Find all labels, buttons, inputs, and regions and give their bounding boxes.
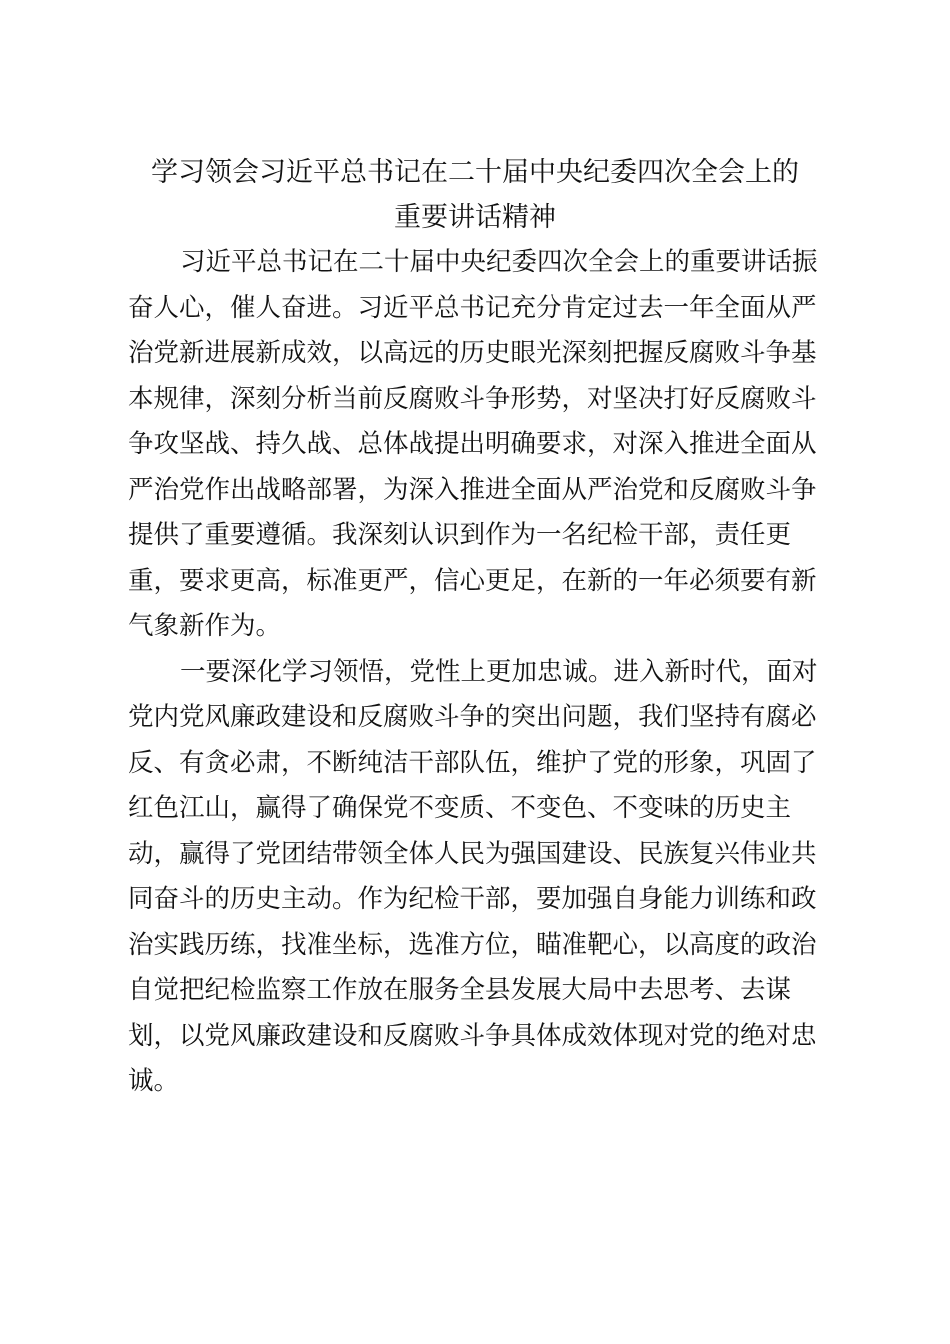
paragraph-line: 红色江山，赢得了确保党不变质、不变色、不变味的历史主 <box>128 793 792 823</box>
paragraph-line: 本规律，深刻分析当前反腐败斗争形势，对坚决打好反腐败斗 <box>128 383 817 414</box>
document-title <box>128 150 822 240</box>
paragraph-line: 争攻坚战、持久战、总体战提出明确要求，对深入推进全面从 <box>128 429 817 459</box>
paragraph-line: 严治党作出战略部署，为深入推进全面从严治党和反腐败斗争 <box>128 474 817 505</box>
paragraph-line: 治党新进展新成效，以高远的历史眼光深刻把握反腐败斗争基 <box>128 338 817 368</box>
paragraph-line: 划，以党风廉政建设和反腐败斗争具体成效体现对党的绝对忠 <box>128 1020 817 1051</box>
document-body <box>128 150 822 1105</box>
paragraph-line: 自觉把纪检监察工作放在服务全县发展大局中去思考、去谋 <box>128 975 792 1005</box>
paragraph-line: 奋人心，催人奋进。习近平总书记充分肯定过去一年全面从严 <box>128 292 817 323</box>
title-line: 重要讲话精神 <box>394 202 556 233</box>
paragraph-line: 诚。 <box>128 1066 180 1096</box>
paragraph-line: 习近平总书记在二十届中央纪委四次全会上的重要讲话振 <box>180 247 818 277</box>
paragraph-line: 重，要求更高，标准更严，信心更足，在新的一年必须要有新 <box>128 565 817 596</box>
paragraph-line: 党内党风廉政建设和反腐败斗争的突出问题，我们坚持有腐必 <box>128 702 817 732</box>
paragraph-line: 气象新作为。 <box>128 611 282 641</box>
paragraph-point-one <box>128 650 822 1105</box>
paragraph-line: 提供了重要遵循。我深刻认识到作为一名纪检干部，责任更 <box>128 520 792 550</box>
paragraph-line: 同奋斗的历史主动。作为纪检干部，要加强自身能力训练和政 <box>128 884 817 914</box>
paragraph-line: 反、有贪必肃，不断纯洁干部队伍，维护了党的形象，巩固了 <box>128 747 817 778</box>
paragraph-line: 治实践历练，找准坐标，选准方位，瞄准靶心，以高度的政治 <box>128 929 817 960</box>
title-line: 学习领会习近平总书记在二十届中央纪委四次全会上的 <box>151 157 799 188</box>
paragraph-line: 一要深化学习领悟，党性上更加忠诚。进入新时代，面对 <box>180 656 818 687</box>
paragraph-line: 动，赢得了党团结带领全体人民为强国建设、民族复兴伟业共 <box>128 838 817 869</box>
paragraph-intro <box>128 240 822 650</box>
